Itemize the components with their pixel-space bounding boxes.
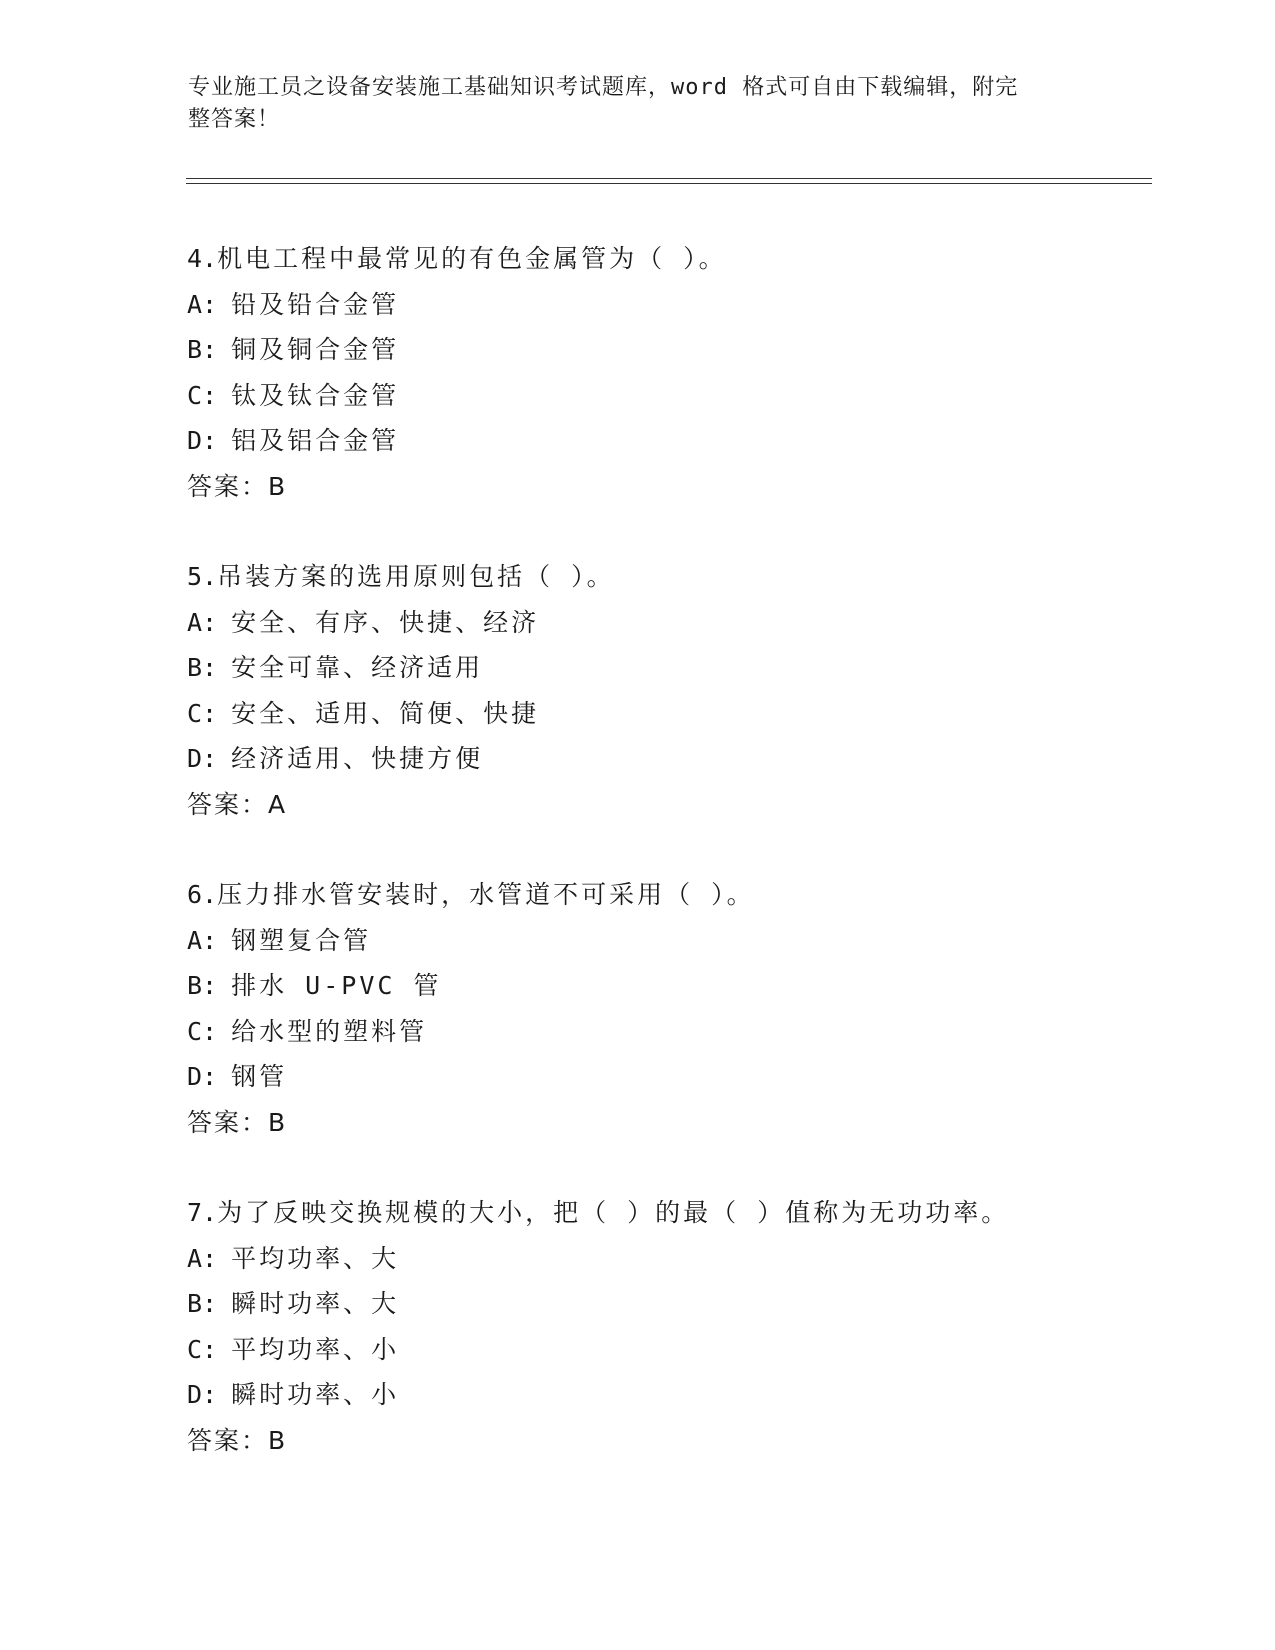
option-letter: A:: [187, 289, 218, 319]
question-text: 机电工程中最常见的有色金属管为（ ）。: [217, 244, 727, 273]
question-spacer: [187, 1145, 1147, 1190]
option-text: 钢塑复合管: [231, 925, 372, 955]
answer-line: 答案：B: [187, 1107, 288, 1137]
option-letter: C:: [187, 380, 218, 410]
question-stem: [187, 1190, 1147, 1236]
option-text: 铜及铜合金管: [231, 335, 400, 364]
option-a: [187, 600, 1147, 646]
question-stem: [187, 236, 1147, 282]
option-letter: B:: [187, 335, 218, 364]
question-text: 为了反映交换规模的大小，把（ ）的最（ ）值称为无功功率。: [217, 1198, 1010, 1227]
question-number: 5.: [187, 562, 218, 591]
question-6: [187, 872, 1147, 1145]
option-text: 排水 U-PVC 管: [231, 971, 442, 1000]
option-c: [187, 1327, 1147, 1373]
option-c: [187, 373, 1147, 419]
answer-line: 答案：B: [187, 471, 288, 501]
option-letter: D:: [187, 1380, 218, 1409]
option-letter: D:: [187, 426, 218, 455]
option-text: 安全、有序、快捷、经济: [231, 607, 540, 637]
question-4: [187, 236, 1147, 509]
question-number: 6.: [187, 880, 218, 909]
option-a: [187, 918, 1147, 964]
option-text: 安全、适用、简便、快捷: [231, 698, 540, 728]
question-list: [187, 236, 1147, 1463]
option-letter: A:: [187, 1243, 218, 1273]
question-stem: [187, 872, 1147, 918]
option-a: [187, 1236, 1147, 1282]
option-letter: B:: [187, 653, 218, 682]
option-c: [187, 691, 1147, 737]
question-number: 4.: [187, 244, 218, 273]
option-letter: A:: [187, 925, 218, 955]
question-7: [187, 1190, 1147, 1463]
option-text: 瞬时功率、小: [231, 1380, 400, 1409]
answer-line: 答案：A: [187, 789, 288, 819]
option-d: [187, 1054, 1147, 1100]
option-letter: C:: [187, 1334, 218, 1364]
question-spacer: [187, 827, 1147, 872]
option-text: 铝及铝合金管: [231, 426, 400, 455]
header-divider-top: [186, 178, 1152, 179]
question-5: [187, 554, 1147, 827]
option-letter: C:: [187, 1016, 218, 1046]
option-b: [187, 1281, 1147, 1327]
option-text: 平均功率、大: [231, 1243, 400, 1273]
option-a: [187, 282, 1147, 328]
option-letter: A:: [187, 607, 218, 637]
option-d: [187, 418, 1147, 464]
option-letter: D:: [187, 744, 218, 773]
question-spacer: [187, 509, 1147, 554]
option-b: [187, 963, 1147, 1009]
option-text: 安全可靠、经济适用: [231, 653, 484, 682]
option-text: 平均功率、小: [231, 1334, 400, 1364]
header-divider-bottom: [186, 183, 1152, 184]
document-header: [188, 72, 1068, 136]
option-d: [187, 736, 1147, 782]
answer-line: 答案：B: [187, 1425, 288, 1455]
option-text: 钛及钛合金管: [231, 380, 400, 410]
question-text: 吊装方案的选用原则包括（ ）。: [217, 562, 615, 591]
option-letter: C:: [187, 698, 218, 728]
option-letter: B:: [187, 971, 218, 1000]
header-line-1: 专业施工员之设备安装施工基础知识考试题库，word 格式可自由下载编辑，附完: [188, 75, 1019, 100]
option-text: 铅及铅合金管: [231, 289, 400, 319]
question-text: 压力排水管安装时，水管道不可采用（ ）。: [217, 880, 755, 909]
option-text: 给水型的塑料管: [231, 1016, 428, 1046]
question-stem: [187, 554, 1147, 600]
question-number: 7.: [187, 1198, 218, 1227]
option-b: [187, 327, 1147, 373]
option-letter: D:: [187, 1062, 218, 1091]
option-text: 瞬时功率、大: [231, 1289, 400, 1318]
option-letter: B:: [187, 1289, 218, 1318]
option-c: [187, 1009, 1147, 1055]
option-d: [187, 1372, 1147, 1418]
option-text: 钢管: [231, 1062, 288, 1091]
option-text: 经济适用、快捷方便: [231, 744, 484, 773]
header-line-2: 整答案！: [188, 107, 281, 132]
option-b: [187, 645, 1147, 691]
